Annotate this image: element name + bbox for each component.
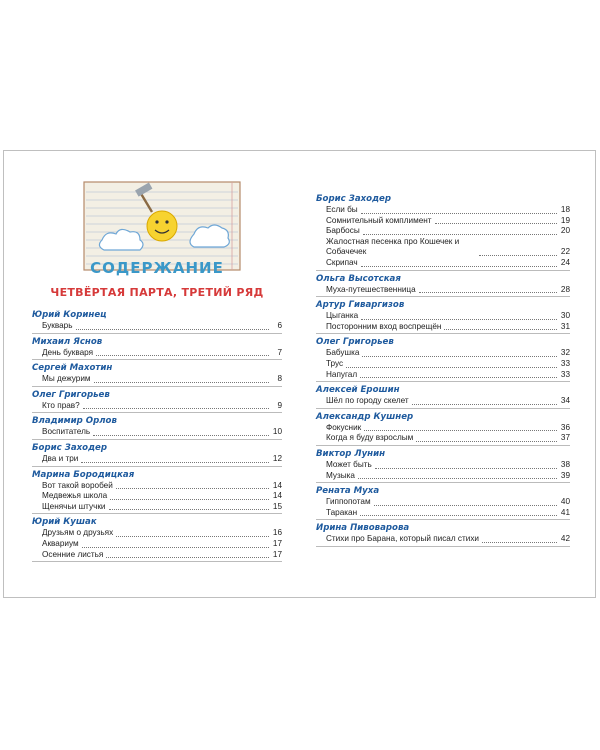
toc-author-block [316, 385, 570, 409]
page-number: 19 [560, 215, 570, 225]
page-number: 18 [560, 205, 570, 214]
author-name: Юрий Кушак [32, 517, 97, 528]
entry-title: Бабушка [326, 348, 360, 358]
toc-author-block [316, 300, 570, 334]
toc-entry[interactable] [32, 502, 282, 513]
page-number: 22 [560, 247, 570, 257]
author-name: Борис Заходер [32, 442, 107, 453]
entry-title: Барбосы [326, 226, 360, 236]
page-number: 30 [560, 311, 570, 321]
toc-entry[interactable] [316, 216, 570, 227]
toc-entry[interactable] [32, 348, 282, 359]
page-number: 17 [272, 538, 282, 548]
toc-entry[interactable] [32, 401, 282, 412]
dot-leader [106, 557, 269, 558]
entry-title: Осенние листья [42, 549, 104, 559]
toc-entry[interactable] [316, 433, 570, 444]
toc-heading: СОДЕРЖАНИЕ [90, 259, 224, 277]
page-number: 10 [272, 427, 282, 437]
page-number: 41 [560, 507, 570, 517]
toc-author-block [316, 337, 570, 382]
entry-title: Цыганка [326, 311, 359, 321]
toc-entry[interactable] [316, 359, 570, 370]
toc-author-block [316, 194, 570, 271]
toc-entry[interactable] [316, 348, 570, 359]
page-number: 32 [560, 348, 570, 358]
block-divider [316, 270, 570, 271]
toc-entry[interactable] [316, 460, 570, 471]
toc-entry[interactable] [316, 497, 570, 508]
toc-entry[interactable] [316, 396, 570, 407]
dot-leader [109, 509, 270, 510]
dot-leader [362, 356, 557, 357]
author-name: Михаил Яснов [32, 336, 103, 347]
entry-title: Когда я буду взрослым [326, 433, 414, 443]
entry-title: Друзьям о друзьях [42, 528, 114, 538]
block-divider [316, 546, 570, 547]
toc-entry[interactable] [316, 370, 570, 381]
toc-entry[interactable] [316, 237, 570, 258]
entry-title: Медвежья школа [42, 491, 108, 501]
dot-leader [96, 355, 269, 356]
author-name: Марина Бородицкая [32, 469, 135, 480]
toc-author-block [32, 443, 282, 467]
block-divider [32, 333, 282, 334]
dot-leader [374, 505, 557, 506]
block-divider [32, 359, 282, 360]
page-number: 38 [560, 459, 570, 469]
author-name: Александр Кушнер [316, 411, 414, 422]
block-divider [32, 466, 282, 467]
page-number: 34 [560, 396, 570, 406]
page-number: 6 [277, 321, 282, 330]
dot-leader [358, 478, 557, 479]
toc-entry[interactable] [32, 427, 282, 438]
author-name: Алексей Ерошин [316, 385, 400, 396]
block-divider [32, 439, 282, 440]
page-number: 36 [560, 422, 570, 432]
toc-author-block [316, 274, 570, 298]
toc-author-block [316, 523, 570, 547]
page-number: 33 [560, 358, 570, 368]
book-spread [3, 150, 596, 598]
entry-title: Шёл по городу скелет [326, 396, 409, 406]
entry-title: Сомнительный комплимент [326, 215, 432, 225]
entry-title: Аквариум [42, 538, 79, 548]
entry-title: Мы дежурим [42, 374, 91, 384]
dot-leader [76, 329, 270, 330]
toc-author-block [32, 470, 282, 515]
entry-title: Фокусник [326, 422, 362, 432]
page-number: 31 [560, 321, 570, 331]
page-number: 37 [560, 433, 570, 443]
page-number: 24 [560, 257, 570, 267]
entry-title: Если бы [326, 205, 358, 214]
toc-author-block [316, 486, 570, 520]
dot-leader [482, 542, 557, 543]
entry-title: Гиппопотам [326, 497, 371, 507]
page-number: 39 [560, 470, 570, 480]
block-divider [316, 381, 570, 382]
toc-author-block [32, 390, 282, 414]
page-number: 15 [272, 501, 282, 511]
toc-entry[interactable] [316, 322, 570, 333]
toc-entry[interactable] [316, 226, 570, 237]
toc-entry[interactable] [32, 374, 282, 385]
toc-entry[interactable] [32, 491, 282, 502]
toc-entry[interactable] [32, 321, 282, 332]
dot-leader [116, 488, 269, 489]
page-number: 33 [560, 369, 570, 379]
entry-title: Муха-путешественница [326, 284, 416, 294]
toc-left-list [32, 307, 282, 564]
page-number: 8 [277, 374, 282, 384]
author-name: Борис Заходер [316, 194, 391, 204]
block-divider [32, 386, 282, 387]
toc-author-block [32, 517, 282, 562]
toc-entry[interactable] [316, 205, 570, 216]
page-number: 42 [560, 534, 570, 544]
dot-leader [94, 382, 269, 383]
entry-title: Жалостная песенка про Кошечек и Собачечек [326, 236, 460, 257]
dot-leader [416, 441, 557, 442]
entry-title: Скрипач [326, 257, 358, 267]
toc-entry[interactable] [316, 508, 570, 519]
page-number: 12 [272, 453, 282, 463]
entry-title: Букварь [42, 321, 73, 330]
entry-title: Кто прав? [42, 400, 80, 410]
block-divider [316, 333, 570, 334]
entry-title: Два и три [42, 453, 79, 463]
author-name: Виктор Лунин [316, 448, 386, 459]
toc-entry[interactable] [316, 285, 570, 296]
author-name: Владимир Орлов [32, 416, 117, 427]
dot-leader [479, 255, 557, 256]
dot-leader [375, 468, 557, 469]
section-heading: ЧЕТВЁРТАЯ ПАРТА, ТРЕТИЙ РЯД [50, 286, 264, 299]
toc-entry[interactable] [316, 471, 570, 482]
toc-author-block [316, 412, 570, 446]
toc-author-block [32, 363, 282, 387]
entry-title: Может быть [326, 459, 372, 469]
page-number: 14 [272, 480, 282, 490]
entry-title: Таракан [326, 507, 358, 517]
author-name: Олег Григорьев [316, 337, 394, 348]
toc-entry[interactable] [32, 454, 282, 465]
dot-leader [444, 329, 557, 330]
block-divider [32, 412, 282, 413]
entry-title: Воспитатель [42, 427, 91, 437]
dot-leader [363, 234, 557, 235]
dot-leader [110, 499, 269, 500]
dot-leader [435, 223, 557, 224]
page-number: 7 [277, 347, 282, 357]
dot-leader [361, 319, 557, 320]
block-divider [32, 513, 282, 514]
dot-leader [361, 213, 557, 214]
block-divider [316, 296, 570, 297]
dot-leader [361, 266, 557, 267]
dot-leader [93, 435, 269, 436]
dot-leader [360, 515, 557, 516]
dot-leader [83, 408, 269, 409]
entry-title: Трус [326, 358, 344, 368]
author-name: Рената Муха [316, 486, 380, 497]
dot-leader [82, 547, 269, 548]
page-number: 20 [560, 226, 570, 236]
dot-leader [419, 292, 557, 293]
author-name: Ольга Высотская [316, 273, 401, 284]
entry-title: Вот такой воробей [42, 480, 113, 490]
dot-leader [116, 536, 269, 537]
author-name: Олег Григорьев [32, 389, 110, 400]
entry-title: Посторонним вход воспрещён [326, 321, 442, 331]
dot-leader [81, 462, 269, 463]
block-divider [316, 408, 570, 409]
toc-author-block [32, 337, 282, 361]
toc-entry[interactable] [316, 423, 570, 434]
toc-entry[interactable] [316, 534, 570, 545]
entry-title: Напугал [326, 369, 358, 379]
dot-leader [412, 404, 557, 405]
block-divider [316, 445, 570, 446]
toc-entry[interactable] [316, 311, 570, 322]
toc-entry[interactable] [32, 481, 282, 492]
author-name: Ирина Пивоварова [316, 523, 410, 534]
page-number: 40 [560, 497, 570, 507]
toc-entry[interactable] [32, 550, 282, 561]
page-number: 28 [560, 284, 570, 294]
toc-right-list [316, 191, 570, 549]
toc-author-block [32, 310, 282, 334]
block-divider [316, 482, 570, 483]
toc-entry[interactable] [316, 258, 570, 269]
block-divider [32, 561, 282, 562]
toc-author-block [32, 416, 282, 440]
author-name: Сергей Махотин [32, 363, 113, 374]
toc-entry[interactable] [32, 528, 282, 539]
entry-title: Музыка [326, 470, 355, 480]
author-name: Юрий Коринец [32, 310, 107, 320]
page-number: 17 [272, 549, 282, 559]
page-number: 16 [272, 528, 282, 538]
entry-title: Щенячьи штучки [42, 501, 106, 511]
page-number: 14 [272, 491, 282, 501]
block-divider [316, 519, 570, 520]
toc-author-block [316, 449, 570, 483]
author-name: Артур Гиваргизов [316, 300, 405, 311]
entry-title: День букваря [42, 347, 94, 357]
dot-leader [364, 430, 557, 431]
page-number: 9 [277, 400, 282, 410]
dot-leader [346, 367, 557, 368]
dot-leader [360, 377, 557, 378]
entry-title: Стихи про Барана, который писал стихи [326, 534, 479, 544]
toc-entry[interactable] [32, 539, 282, 550]
